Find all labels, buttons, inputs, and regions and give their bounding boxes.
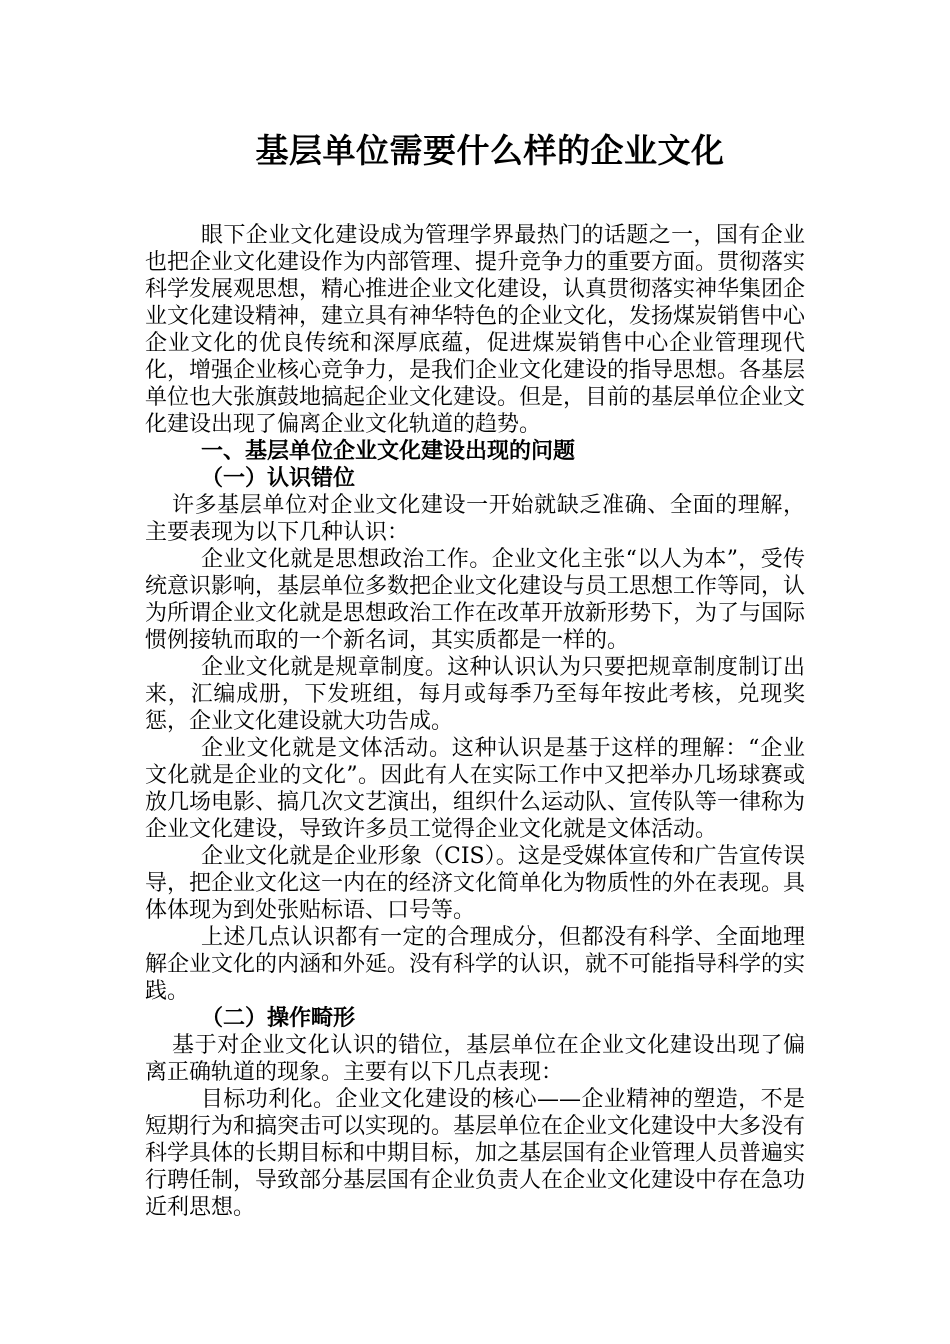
subsection-1-paragraph-4: 企业文化就是企业形象（CIS）。这是受媒体宣传和广告宣传误导，把企业文化这一内在的经济文化简单化为物质性的外在表现。具体体现为到处张贴标语、口号等。 (145, 844, 806, 923)
subsection-2-paragraph-1: 目标功利化。企业文化建设的核心——企业精神的塑造，不是短期行为和搞突击可以实现的。基层单位在企业文化建设中大多没有科学具体的长期目标和中期目标，加之基层国有企业管理人员普遍实行聘任制，导致部分基层国有企业负责人在企业文化建设中存在急功近利思想。 (145, 1087, 806, 1220)
subsection-1-paragraph-3: 企业文化就是文体活动。这种认识是基于这样的理解：“企业文化就是企业的文化”。因此有人在实际工作中又把举办几场球赛或放几场电影、搞几次文艺演出，组织什么运动队、宣传队等一律称为企业文化建设，导致许多员工觉得企业文化就是文体活动。 (145, 736, 806, 842)
subsection-1-intro: 许多基层单位对企业文化建设一开始就缺乏准确、全面的理解，主要表现为以下几种认识： (145, 493, 805, 545)
subsection-2-intro: 基于对企业文化认识的错位，基层单位在企业文化建设出现了偏离正确轨道的现象。主要有以下几点表现： (145, 1033, 805, 1085)
intro-paragraph: 眼下企业文化建设成为管理学界最热门的话题之一，国有企业也把企业文化建设作为内部管理、提升竞争力的重要方面。贯彻落实科学发展观思想，精心推进企业文化建设，认真贯彻落实神华集团企业文化建设精神，建立具有神华特色的企业文化，发扬煤炭销售中心企业文化的优良传统和深厚底蕴，促进煤炭销售中心企业管理现代化，增强企业核心竞争力，是我们企业文化建设的指导思想。各基层单位也大张旗鼓地搞起企业文化建设。但是，目前的基层单位企业文化建设出现了偏离企业文化轨道的趋势。 (145, 223, 806, 437)
document-title: 基层单位需要什么样的企业文化 (255, 131, 725, 170)
subsection-heading-2: （二）操作畸形 (201, 1005, 356, 1031)
subsection-1-paragraph-5: 上述几点认识都有一定的合理成分，但都没有科学、全面地理解企业文化的内涵和外延。没有科学的认识，就不可能指导科学的实践。 (145, 925, 806, 1004)
document-body (145, 222, 805, 1221)
subsection-1-paragraph-2: 企业文化就是规章制度。这种认识认为只要把规章制度制订出来，汇编成册，下发班组，每月或每季乃至每年按此考核，兑现奖惩，企业文化建设就大功告成。 (145, 655, 805, 734)
subsection-1-paragraph-1: 企业文化就是思想政治工作。企业文化主张“以人为本”，受传统意识影响，基层单位多数把企业文化建设与员工思想工作等同，认为所谓企业文化就是思想政治工作在改革开放新形势下，为了与国际惯例接轨而取的一个新名词，其实质都是一样的。 (145, 547, 806, 653)
section-heading-1: 一、基层单位企业文化建设出现的问题 (201, 438, 576, 464)
subsection-heading-1: （一）认识错位 (201, 465, 356, 491)
